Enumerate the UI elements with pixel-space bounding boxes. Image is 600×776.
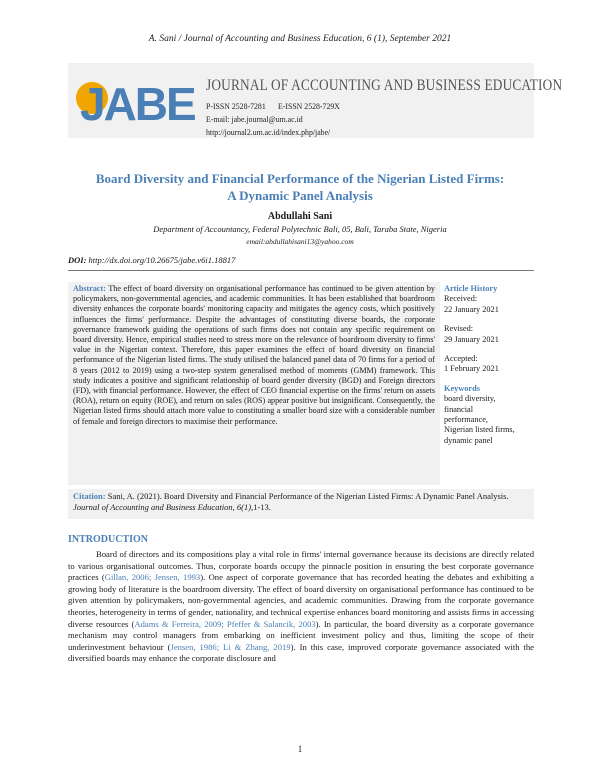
citation-label: Citation: <box>73 491 106 501</box>
citation-ref[interactable]: Jensen, 1986; Li & Zhang, 2019 <box>170 641 291 652</box>
section-heading: INTRODUCTION <box>68 534 149 545</box>
keyword-line: financial <box>444 404 474 414</box>
keyword-line: dynamic panel <box>444 435 493 445</box>
citation-pages: 1-13. <box>253 502 271 512</box>
abstract-label: Abstract: <box>73 284 106 293</box>
running-head: A. Sani / Journal of Accounting and Business Education, 6 (1), September 2021 <box>148 34 452 44</box>
keyword-line: Nigerian listed firms, <box>444 425 515 435</box>
journal-email: E-mail: jabe.journal@um.ac.id <box>206 114 303 124</box>
doi-link[interactable]: http://dx.doi.org/10.26675/jabe.v6i1.18817 <box>88 255 236 265</box>
author-email: email:abdullahisani13@yahoo.com <box>246 237 354 246</box>
journal-eissn: E-ISSN 2528-729X <box>278 101 340 111</box>
abstract <box>73 284 435 427</box>
author-affiliation: Department of Accountancy, Federal Polytechnic Bali, 05, Bali, Taraba State, Nigeria <box>153 224 447 234</box>
journal-name: JOURNAL OF ACCOUNTING AND BUSINESS EDUCATION <box>206 77 563 94</box>
accepted-label: Accepted: <box>444 354 478 364</box>
intro-text: ). In this case, improved corporate governance associated with the diversified boards may enhance the corporate disclosure and <box>68 641 534 664</box>
intro-text: Board of directors and its compositions play a vital role in firms' internal governance because its decisions are directly related to various organisational outcomes. Thus, corporate boards occupy the pinnacle position in ensuring the best corporate governance practices ( <box>68 549 534 583</box>
revised-date: 29 January 2021 <box>444 334 499 344</box>
intro-paragraph <box>68 549 534 665</box>
keyword-line: board diversity, <box>444 394 496 404</box>
accepted-date: 1 February 2021 <box>444 364 499 374</box>
author-name: Abdullahi Sani <box>267 211 333 222</box>
journal-logo <box>70 65 198 135</box>
journal-pissn: P-ISSN 2528-7281 <box>206 101 266 111</box>
intro-text: ). One aspect of corporate governance that has recorded heating the debates and exhibiting a growing body of literature is the boardroom diversity. The effect of board diversity on organisational performance has continued to be given attention by policymakers, non-governmental agencies, and academic communities. Drawing from the corporate governance theories, heterogeneity in terms of gender, nationality, and technical expertise enhances board monitoring and assists firms in accessing diverse resources ( <box>68 572 534 629</box>
abstract-text: The effect of board diversity on organisational performance has continued to be given attention by policymakers, non-governmental agencies, and academic communities. It has been established that boardroom diversity enhances the corporate boards' monitoring capacity and mitigates the agency costs, which positively influences the firms' performance. Despite the advantages of constituting diverse boards, the corporate governance framework guiding the operations of such firms does not contain any specific requirement on board diversity. Hence, empirical studies need to stress more on the relevance of boardroom diversity to firms' value in the Nigerian context. Therefore, this paper examines the effect of board diversity on financial performance of the Nigerian listed firms. The study utilised the balanced panel data of 70 firms for a period of 8 years (2012 to 2019) using a two-step system generalised method of moments (GMM) framework. This study indicates a positive and significant relationship of board gender diversity (BGD) and Foreign directors (FD), with financial performance. However, the effect of CEO financial expertise on the firms' return on assets (ROA), return on equity (ROE), and return on sales (ROS) appear positive but insignificant. Consequently, the Nigerian listed firms should attach more value to constituting a smaller board size with a considerable number of female and foreign directors to maximise their performance. <box>73 284 435 426</box>
article-title: Board Diversity and Financial Performance of the Nigerian Listed Firms: A Dynamic Panel Analysis <box>95 171 505 203</box>
article-history-heading: Article History <box>444 284 498 293</box>
citation-ref[interactable]: Gillan, 2006; Jensen, 1993 <box>104 572 201 583</box>
received-date: 22 January 2021 <box>444 304 499 314</box>
citation-text: Sani, A. (2021). Board Diversity and Financial Performance of the Nigerian Listed Firms: A Dynamic Panel Analysis. <box>107 491 509 501</box>
keyword-line: performance, <box>444 415 488 425</box>
citation <box>73 491 529 513</box>
doi-label: DOI: <box>68 255 87 265</box>
article-sidebar <box>444 284 536 446</box>
page-number: 1 <box>297 744 303 754</box>
journal-url[interactable]: http://journal2.um.ac.id/index.php/jabe/ <box>206 127 331 137</box>
revised-label: Revised: <box>444 324 474 334</box>
citation-journal: Journal of Accounting and Business Education, 6(1), <box>73 502 254 512</box>
received-label: Received: <box>444 294 478 304</box>
logo-text: JABE <box>80 78 195 130</box>
doi-line <box>68 255 235 265</box>
citation-ref[interactable]: Adams & Ferreira, 2009; Pfeffer & Salancik, 2003 <box>134 618 316 629</box>
intro-text: ). In particular, the board diversity as a corporate governance mechanism may control managers from embarking on inefficient investment policy and thus, limiting the scope of their underinvestment behaviour ( <box>68 618 534 652</box>
keywords-heading: Keywords <box>444 383 480 393</box>
divider <box>68 270 534 271</box>
